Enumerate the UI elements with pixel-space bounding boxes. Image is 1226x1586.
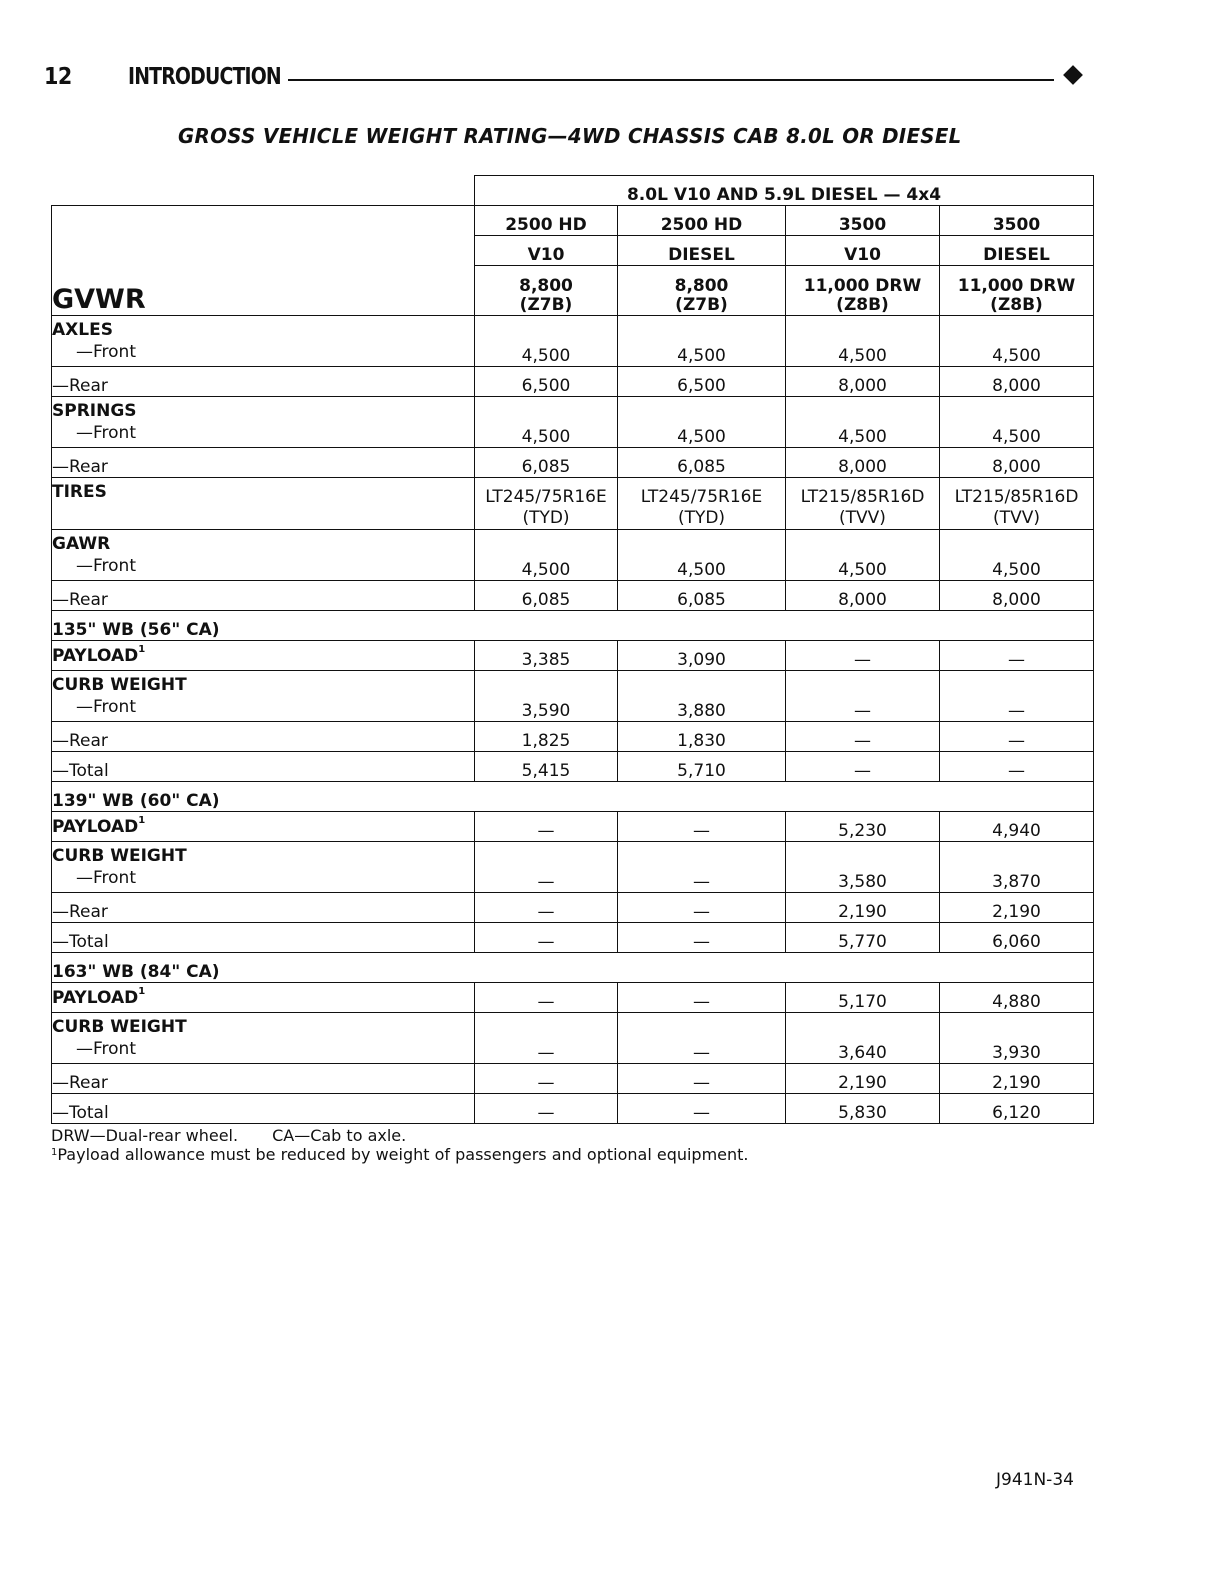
- payload-value: 4,940: [940, 812, 1094, 842]
- curb-total-value: —: [475, 923, 618, 953]
- wheelbase-section-row: [52, 953, 1094, 983]
- footnote-marker: 1: [138, 643, 146, 655]
- wheelbase-section-row: [52, 782, 1094, 812]
- curb-total-row: [52, 923, 1094, 953]
- tires-heading: TIRES: [52, 482, 107, 502]
- gvwr-header: [940, 266, 1094, 316]
- front-label: —Front: [76, 868, 136, 888]
- blank-cell: [52, 176, 475, 206]
- footnote-marker: 1: [138, 814, 146, 826]
- curb-total-value: 5,415: [475, 752, 618, 782]
- engine-header: V10: [475, 236, 618, 266]
- footnotes: [51, 1126, 749, 1164]
- payload-row: [52, 641, 1094, 671]
- tires-row: [52, 478, 1094, 530]
- gawr-rear-value: 6,085: [475, 581, 618, 611]
- total-label: —Total: [52, 752, 475, 782]
- curb-total-value: 5,770: [786, 923, 940, 953]
- gvwr-value: 11,000 DRW: [803, 276, 922, 296]
- page-header: [44, 62, 1084, 98]
- curb-weight-heading: CURB WEIGHT: [52, 1017, 187, 1037]
- gawr-front-value: 4,500: [940, 530, 1094, 581]
- gawr-front-value: 4,500: [618, 530, 786, 581]
- payload-value: 5,230: [786, 812, 940, 842]
- curb-front-value: 3,880: [618, 671, 786, 722]
- front-label: —Front: [76, 697, 136, 717]
- payload-row: [52, 983, 1094, 1013]
- payload-value: 5,170: [786, 983, 940, 1013]
- payload-value: 3,090: [618, 641, 786, 671]
- curb-total-value: —: [475, 1094, 618, 1124]
- payload-value: —: [475, 983, 618, 1013]
- axles-heading: AXLES: [52, 320, 113, 340]
- series-header: 2500 HD: [618, 206, 786, 236]
- axles-rear-value: 8,000: [940, 367, 1094, 397]
- rear-label: —Rear: [52, 367, 475, 397]
- gvwr-value: 8,800: [674, 276, 729, 296]
- curb-weight-heading: CURB WEIGHT: [52, 675, 187, 695]
- payload-heading: PAYLOAD: [52, 645, 139, 666]
- curb-total-row: [52, 1094, 1094, 1124]
- gawr-front-value: 4,500: [475, 530, 618, 581]
- curb-weight-label: [52, 1013, 475, 1064]
- tire-code: (TYD): [522, 508, 570, 528]
- front-label: —Front: [76, 556, 136, 576]
- wheelbase-label: 135" WB (56" CA): [52, 611, 1094, 641]
- payload-label: [52, 983, 475, 1013]
- payload-value: —: [940, 641, 1094, 671]
- curb-rear-value: 1,825: [475, 722, 618, 752]
- curb-rear-value: 1,830: [618, 722, 786, 752]
- curb-rear-value: 2,190: [786, 893, 940, 923]
- gvwr-value: 11,000 DRW: [957, 276, 1076, 296]
- curb-front-value: —: [475, 842, 618, 893]
- springs-front-value: 4,500: [618, 397, 786, 448]
- curb-weight-heading: CURB WEIGHT: [52, 846, 187, 866]
- axles-rear-value: 8,000: [786, 367, 940, 397]
- axles-front-value: 4,500: [475, 316, 618, 367]
- gawr-rear-value: 8,000: [786, 581, 940, 611]
- gvwr-header: [618, 266, 786, 316]
- curb-rear-value: 2,190: [940, 893, 1094, 923]
- curb-total-value: 6,060: [940, 923, 1094, 953]
- rear-label: —Rear: [52, 893, 475, 923]
- curb-total-value: 5,830: [786, 1094, 940, 1124]
- curb-total-row: [52, 752, 1094, 782]
- header-rule: [288, 79, 1054, 81]
- curb-front-value: 3,640: [786, 1013, 940, 1064]
- footnote-marker: 1: [138, 985, 146, 997]
- curb-rear-value: 2,190: [786, 1064, 940, 1094]
- axles-rear-row: [52, 367, 1094, 397]
- curb-front-row: [52, 671, 1094, 722]
- curb-weight-label: [52, 671, 475, 722]
- axles-front-value: 4,500: [618, 316, 786, 367]
- curb-front-value: —: [786, 671, 940, 722]
- tire-value: [475, 478, 618, 530]
- gvwr-header: [786, 266, 940, 316]
- axles-label: [52, 316, 475, 367]
- axles-front-value: 4,500: [786, 316, 940, 367]
- rear-label: —Rear: [52, 448, 475, 478]
- series-header: 2500 HD: [475, 206, 618, 236]
- payload-label: [52, 641, 475, 671]
- total-label: —Total: [52, 923, 475, 953]
- curb-total-value: —: [618, 923, 786, 953]
- curb-front-value: 3,930: [940, 1013, 1094, 1064]
- gawr-front-value: 4,500: [786, 530, 940, 581]
- curb-total-value: —: [940, 752, 1094, 782]
- engine-banner: 8.0L V10 AND 5.9L DIESEL — 4x4: [475, 176, 1094, 206]
- curb-rear-value: —: [475, 1064, 618, 1094]
- total-label: —Total: [52, 1094, 475, 1124]
- curb-rear-value: —: [618, 1064, 786, 1094]
- figure-code: J941N-34: [996, 1470, 1074, 1490]
- gawr-front-row: [52, 530, 1094, 581]
- tire-value: [618, 478, 786, 530]
- curb-front-value: —: [940, 671, 1094, 722]
- rear-label: —Rear: [52, 722, 475, 752]
- gawr-rear-value: 6,085: [618, 581, 786, 611]
- springs-heading: SPRINGS: [52, 401, 137, 421]
- tire-code: (TYD): [677, 508, 726, 528]
- gvwr-code: (Z7B): [675, 295, 728, 315]
- engine-header: DIESEL: [618, 236, 786, 266]
- curb-rear-value: —: [475, 893, 618, 923]
- gvwr-code: (Z8B): [836, 295, 889, 315]
- axles-front-row: [52, 316, 1094, 367]
- payload-value: —: [786, 641, 940, 671]
- curb-front-value: 3,590: [475, 671, 618, 722]
- springs-front-value: 4,500: [786, 397, 940, 448]
- payload-label: [52, 812, 475, 842]
- curb-front-value: 3,870: [940, 842, 1094, 893]
- payload-value: —: [475, 812, 618, 842]
- rear-label: —Rear: [52, 1064, 475, 1094]
- curb-front-value: —: [618, 842, 786, 893]
- springs-front-value: 4,500: [940, 397, 1094, 448]
- gvwr-table-body: [52, 176, 1094, 1124]
- curb-rear-row: [52, 893, 1094, 923]
- payload-value: —: [618, 983, 786, 1013]
- curb-total-value: 6,120: [940, 1094, 1094, 1124]
- series-header: 3500: [786, 206, 940, 236]
- payload-value: 4,880: [940, 983, 1094, 1013]
- curb-front-row: [52, 1013, 1094, 1064]
- payload-value: —: [618, 812, 786, 842]
- axles-rear-value: 6,500: [475, 367, 618, 397]
- curb-front-row: [52, 842, 1094, 893]
- springs-rear-value: 8,000: [786, 448, 940, 478]
- tire-value: [940, 478, 1094, 530]
- front-label: —Front: [76, 423, 136, 443]
- tire-code: (TVV): [839, 508, 886, 528]
- gawr-rear-value: 8,000: [940, 581, 1094, 611]
- gawr-rear-row: [52, 581, 1094, 611]
- gawr-label: [52, 530, 475, 581]
- curb-total-value: —: [786, 752, 940, 782]
- footnote-mark: 1: [51, 1147, 58, 1158]
- gvwr-header: [475, 266, 618, 316]
- wheelbase-section-row: [52, 611, 1094, 641]
- footnote-drw: DRW—Dual-rear wheel.: [51, 1126, 239, 1145]
- banner-row: [52, 176, 1094, 206]
- curb-rear-row: [52, 722, 1094, 752]
- gvwr-code: (Z7B): [519, 295, 573, 315]
- springs-label: [52, 397, 475, 448]
- payload-heading: PAYLOAD: [52, 987, 139, 1008]
- tire-size: LT245/75R16E: [640, 487, 763, 507]
- curb-total-value: 5,710: [618, 752, 786, 782]
- springs-front-value: 4,500: [475, 397, 618, 448]
- payload-row: [52, 812, 1094, 842]
- curb-total-value: —: [618, 1094, 786, 1124]
- springs-rear-value: 6,085: [618, 448, 786, 478]
- axles-rear-value: 6,500: [618, 367, 786, 397]
- tire-code: (TVV): [993, 508, 1040, 528]
- curb-rear-value: —: [786, 722, 940, 752]
- curb-front-value: —: [618, 1013, 786, 1064]
- springs-rear-value: 6,085: [475, 448, 618, 478]
- springs-rear-value: 8,000: [940, 448, 1094, 478]
- gvwr-value: 8,800: [519, 276, 573, 296]
- gvwr-table: [51, 175, 1094, 1124]
- wheelbase-label: 139" WB (60" CA): [52, 782, 1094, 812]
- gvwr-label: GVWR: [52, 206, 475, 316]
- section-title: INTRODUCTION: [128, 64, 281, 90]
- curb-rear-value: —: [618, 893, 786, 923]
- wheelbase-label: 163" WB (84" CA): [52, 953, 1094, 983]
- tire-size: LT215/85R16D: [954, 487, 1079, 507]
- springs-front-row: [52, 397, 1094, 448]
- axles-front-value: 4,500: [940, 316, 1094, 367]
- page-number: 12: [44, 64, 72, 90]
- series-header: 3500: [940, 206, 1094, 236]
- payload-value: 3,385: [475, 641, 618, 671]
- tire-size: LT245/75R16E: [485, 487, 607, 507]
- gawr-heading: GAWR: [52, 534, 111, 554]
- engine-header: DIESEL: [940, 236, 1094, 266]
- footnote-ca: CA—Cab to axle.: [272, 1126, 407, 1145]
- diamond-icon: [1063, 65, 1083, 85]
- curb-front-value: 3,580: [786, 842, 940, 893]
- engine-header: V10: [786, 236, 940, 266]
- springs-rear-row: [52, 448, 1094, 478]
- curb-rear-value: 2,190: [940, 1064, 1094, 1094]
- series-row: [52, 206, 1094, 236]
- rear-label: —Rear: [52, 581, 475, 611]
- curb-weight-label: [52, 842, 475, 893]
- front-label: —Front: [76, 1039, 136, 1059]
- curb-rear-row: [52, 1064, 1094, 1094]
- table-title: GROSS VEHICLE WEIGHT RATING—4WD CHASSIS CAB 8.0L OR DIESEL: [178, 124, 962, 148]
- payload-heading: PAYLOAD: [52, 816, 139, 837]
- footnote-payload: Payload allowance must be reduced by weight of passengers and optional equipment.: [57, 1145, 749, 1164]
- tire-value: [786, 478, 940, 530]
- gvwr-code: (Z8B): [990, 295, 1043, 315]
- curb-front-value: —: [475, 1013, 618, 1064]
- front-label: —Front: [76, 342, 136, 362]
- tire-size: LT215/85R16D: [800, 487, 925, 507]
- tires-label: [52, 478, 475, 530]
- curb-rear-value: —: [940, 722, 1094, 752]
